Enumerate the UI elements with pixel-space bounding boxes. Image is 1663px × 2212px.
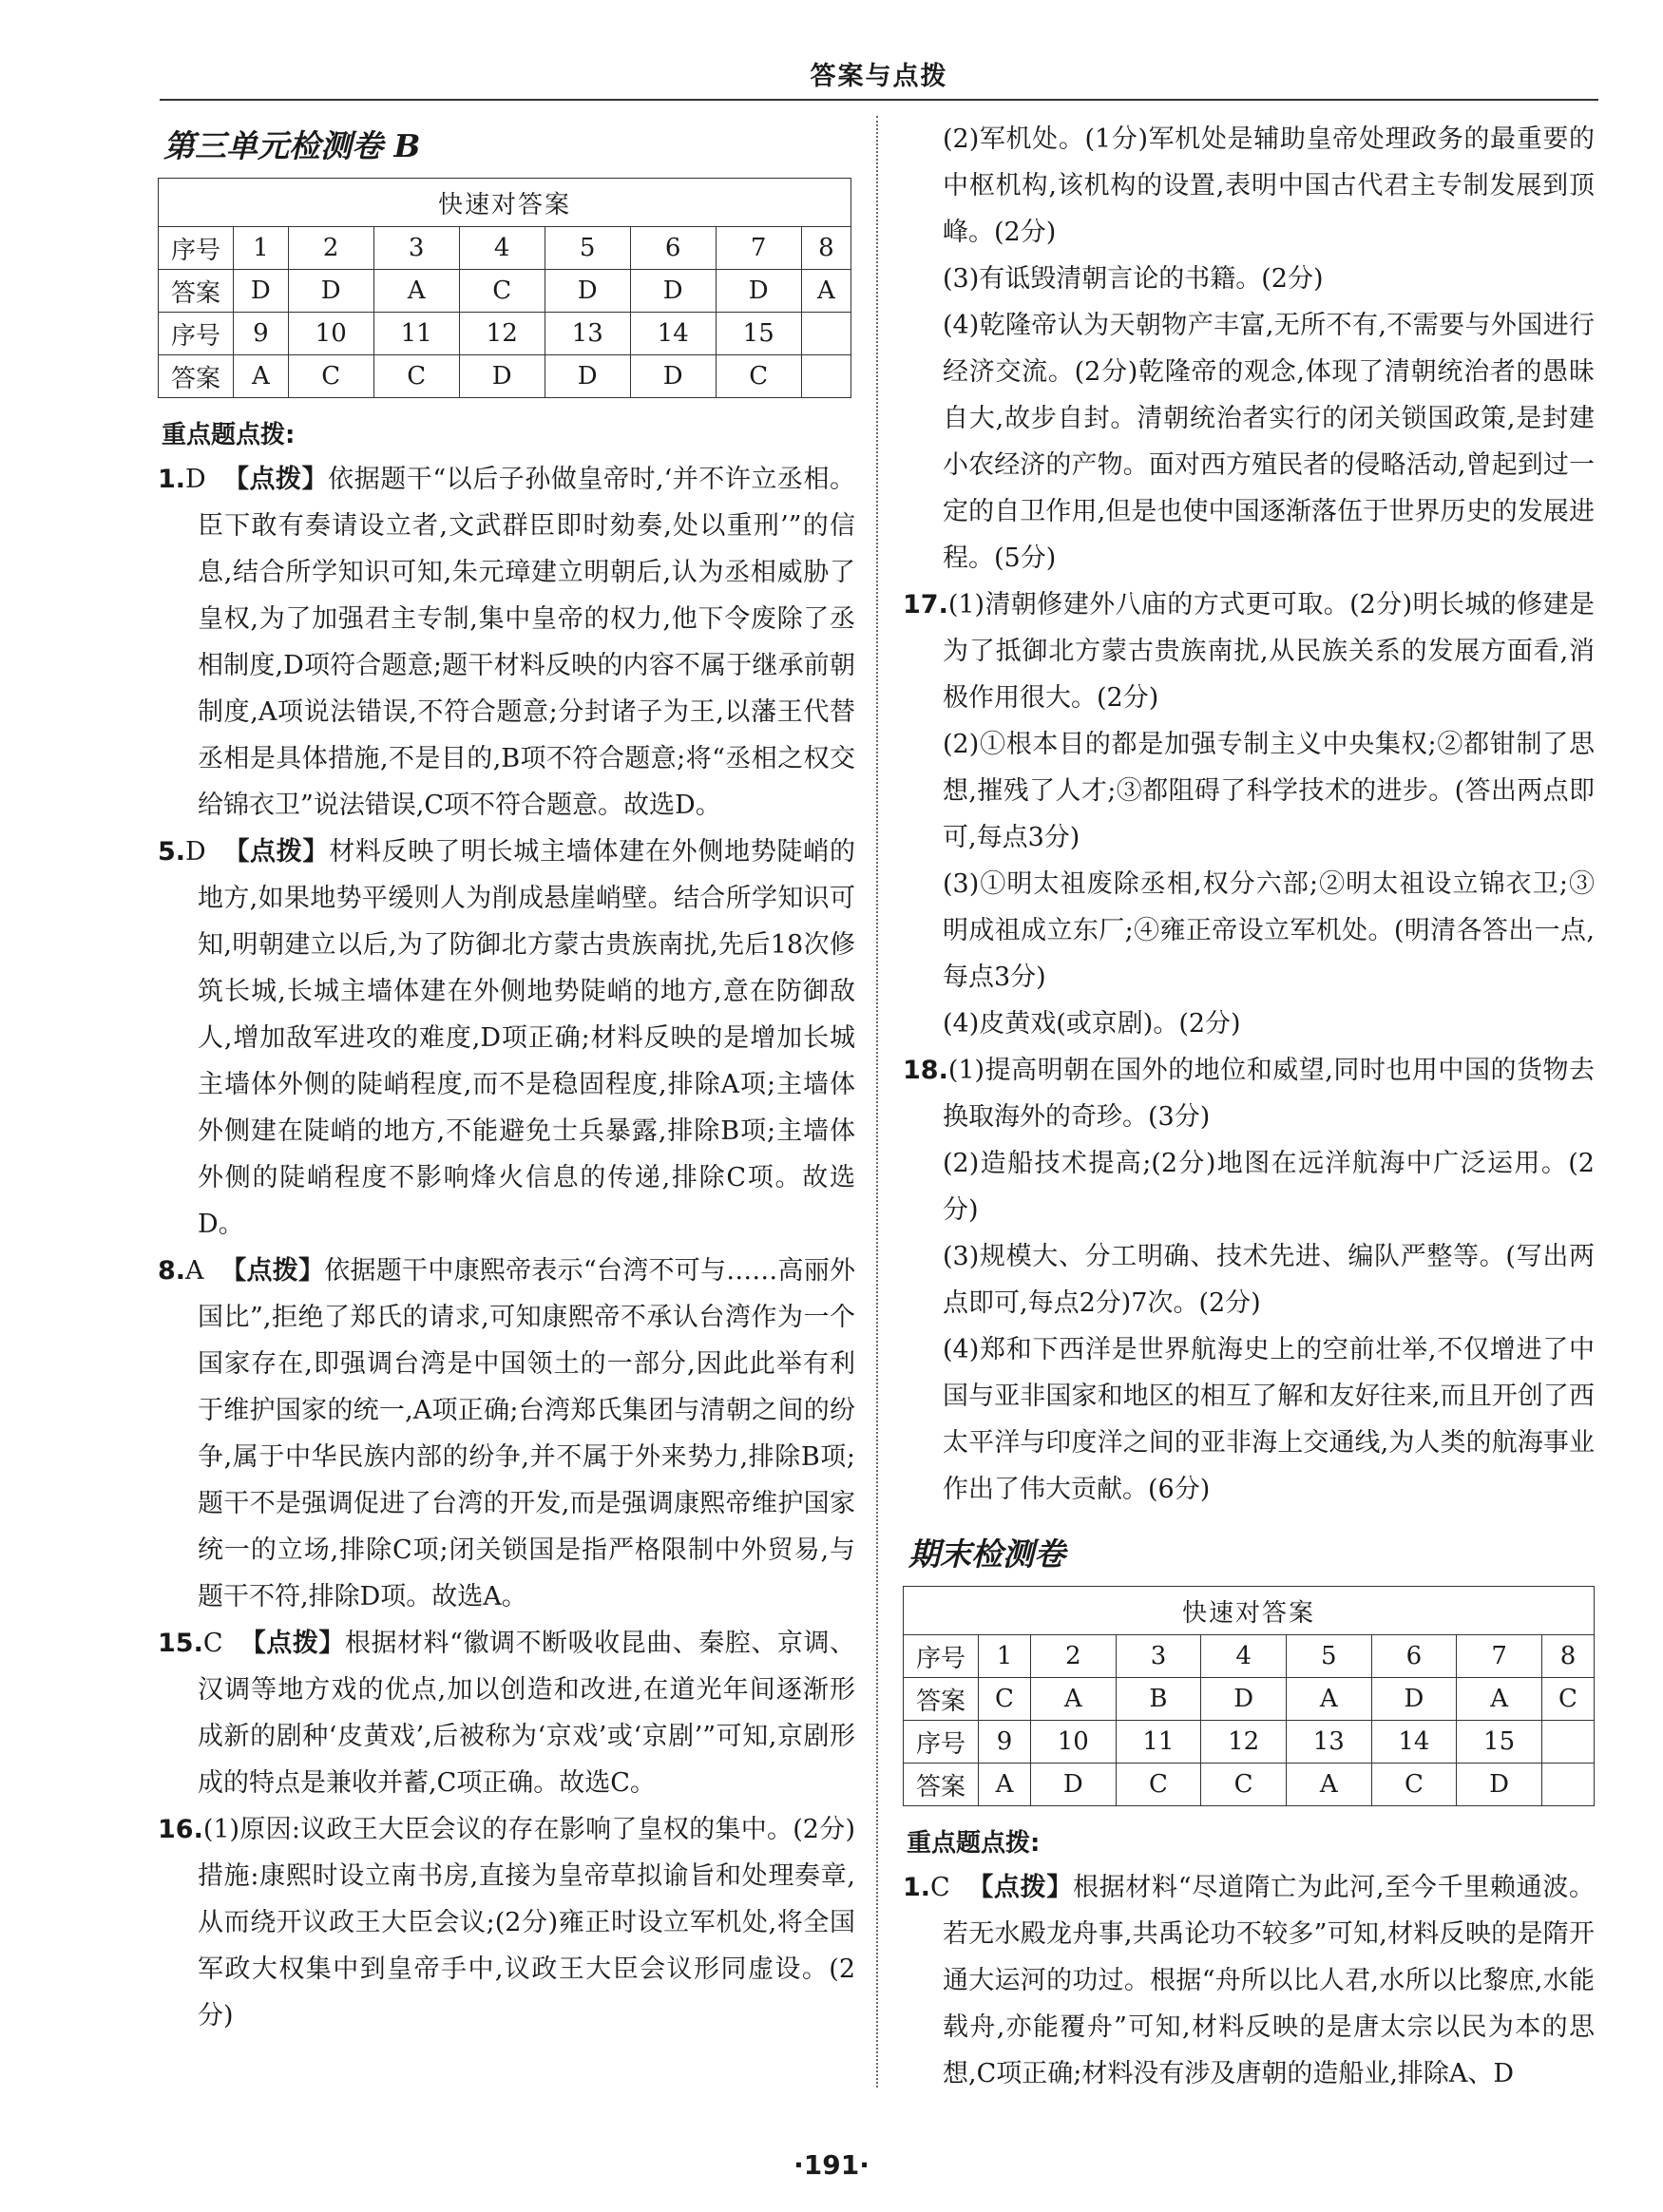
explanation-item	[158, 456, 855, 829]
table-cell: D	[545, 270, 630, 313]
table-cell	[1541, 1721, 1594, 1764]
item-text: 依据题干中康熙帝表示“台湾不可与……高丽外国比”,拒绝了郑氏的请求,可知康熙帝不承认台湾作为一个国家存在,即强调台湾是中国领土的一部分,因此此举有利于维护国家的统一,A项正确;台湾郑氏集团与清朝之间的纷争,属于中华民族内部的纷争,并不属于外来势力,排除B项;题干不是强调促进了台湾的开发,而是强调康熙帝维护国家统一的立场,排除C项;闭关锁国是指严格限制中外贸易,与题干不符,排除D项。故选A。	[198, 1256, 855, 1611]
item-number: 1.	[903, 1873, 931, 1902]
explanation-item	[903, 1864, 1595, 2097]
answer-table-final	[903, 1586, 1595, 1806]
table-cell	[801, 313, 851, 355]
question-18	[903, 1047, 1595, 1140]
table-cell: 15	[716, 313, 801, 355]
table-cell: C	[1541, 1678, 1594, 1721]
sub-heading: 重点题点拨:	[162, 421, 296, 449]
table-cell: C	[716, 355, 801, 398]
row-label: 答案	[159, 270, 234, 313]
row-label: 答案	[904, 1764, 979, 1806]
item-number: 16.	[158, 1815, 203, 1844]
item-text: (1)原因:议政王大臣会议的存在影响了皇权的集中。(2分)措施:康熙时设立南书房,直接为皇帝草拟谕旨和处理奏章,从而绕开议政王大臣会议;(2分)雍正时设立军机处,将全国军政大权集中到皇帝手中,议政王大臣会议形同虚设。(2分)	[198, 1815, 855, 2031]
row-label: 答案	[904, 1678, 979, 1721]
table-row	[904, 1678, 1595, 1721]
table-cell: A	[373, 270, 459, 313]
q18-part: (4)郑和下西洋是世界航海史上的空前壮举,不仅增进了中国与亚非国家和地区的相互了解和友好往来,而且开创了西太平洋与印度洋之间的亚非海上交通线,为人类的航海事业作出了伟大贡献。(6分)	[943, 1335, 1595, 1504]
table-cell: D	[630, 270, 716, 313]
row-label: 序号	[159, 313, 234, 355]
item-answer: D	[185, 837, 206, 867]
table-cell: 1	[234, 227, 289, 270]
table-cell: 4	[459, 227, 545, 270]
item-answer: D	[185, 465, 206, 494]
table-cell: A	[1286, 1678, 1371, 1721]
table-cell: 11	[373, 313, 459, 355]
table-cell: D	[1201, 1678, 1287, 1721]
table-cell: C	[288, 355, 373, 398]
table-cell: 5	[545, 227, 630, 270]
item-tag: 【点拨】	[967, 1873, 1073, 1902]
table-cell: 12	[1201, 1721, 1287, 1764]
q16-part: (4)乾隆帝认为天朝物产丰富,无所不有,不需要与外国进行经济交流。(2分)乾隆帝的观念,体现了清朝统治者的愚昧自大,故步自封。清朝统治者实行的闭关锁国政策,是封建小农经济的产物。面对西方殖民者的侵略活动,曾起到过一定的自卫作用,但是也使中国逐渐落伍于世界历史的发展进程。(5分)	[943, 311, 1595, 573]
sub-heading: 重点题点拨:	[907, 1829, 1041, 1858]
table-cell: A	[979, 1764, 1031, 1806]
table-caption: 快速对答案	[904, 1587, 1595, 1635]
page-header	[160, 55, 1598, 101]
table-cell: 2	[288, 227, 373, 270]
table-cell: A	[1030, 1678, 1116, 1721]
table-cell: 2	[1030, 1635, 1116, 1678]
explanation-item	[158, 829, 855, 1248]
table-cell: D	[1371, 1678, 1457, 1721]
table-cell	[801, 355, 851, 398]
item-text: (1)提高明朝在国外的地位和威望,同时也用中国的货物去换取海外的奇珍。(3分)	[943, 1056, 1595, 1132]
section-title-final: 期末检测卷	[908, 1535, 1065, 1573]
table-cell: 1	[979, 1635, 1031, 1678]
answer-table-unit3	[158, 178, 851, 398]
table-row	[159, 270, 851, 313]
table-cell: C	[459, 270, 545, 313]
item-number: 1.	[158, 465, 186, 494]
table-cell: 6	[630, 227, 716, 270]
item-text: 根据材料“徽调不断吸收昆曲、秦腔、京调、汉调等地方戏的优点,加以创造和改进,在道光年间逐渐形成新的剧种‘皮黄戏’,后被称为‘京戏’或‘京剧’”可知,京剧形成的特点是兼收并蓄,C项正确。故选C。	[198, 1629, 855, 1798]
item-tag: 【点拨】	[222, 465, 329, 494]
table-cell: B	[1116, 1678, 1201, 1721]
item-text: (1)清朝修建外八庙的方式更可取。(2分)明长城的修建是为了抵御北方蒙古贵族南扰,从民族关系的发展方面看,消极作用很大。(2分)	[943, 590, 1595, 713]
q16-part: (2)军机处。(1分)军机处是辅助皇帝处理政务的最重要的中枢机构,该机构的设置,表明中国古代君主专制发展到顶峰。(2分)	[943, 124, 1595, 247]
table-cell: A	[234, 355, 289, 398]
table-cell: C	[1371, 1764, 1457, 1806]
item-tag: 【点拨】	[223, 837, 330, 867]
q17-part: (3)①明太祖废除丞相,权分六部;②明太祖设立锦衣卫;③明成祖成立东厂;④雍正帝设立军机处。(明清各答出一点,每点3分)	[943, 869, 1595, 992]
table-cell: 5	[1286, 1635, 1371, 1678]
table-cell: C	[979, 1678, 1031, 1721]
item-answer: C	[930, 1873, 950, 1902]
q17-part: (4)皮黄戏(或京剧)。(2分)	[943, 1009, 1241, 1039]
table-cell: 13	[545, 313, 630, 355]
table-cell: 15	[1457, 1721, 1542, 1764]
table-row	[904, 1764, 1595, 1806]
table-cell: 14	[630, 313, 716, 355]
row-label: 答案	[159, 355, 234, 398]
item-number: 15.	[158, 1629, 203, 1658]
table-cell: 3	[373, 227, 459, 270]
table-cell: D	[234, 270, 289, 313]
item-number: 8.	[158, 1256, 186, 1286]
table-row	[159, 355, 851, 398]
left-column	[158, 116, 855, 2039]
item-tag: 【点拨】	[220, 1256, 325, 1286]
table-cell: 13	[1286, 1721, 1371, 1764]
item-answer: A	[185, 1256, 204, 1286]
table-row	[904, 1721, 1595, 1764]
table-cell: 11	[1116, 1721, 1201, 1764]
q17-part: (2)①根本目的都是加强专制主义中央集权;②都钳制了思想,摧残了人才;③都阻碍了科学技术的进步。(答出两点即可,每点3分)	[943, 730, 1595, 852]
q16-part: (3)有诋毁清朝言论的书籍。(2分)	[943, 264, 1324, 294]
table-cell: D	[1457, 1764, 1542, 1806]
item-number: 17.	[903, 590, 948, 620]
item-text: 依据题干“以后子孙做皇帝时,‘并不许立丞相。臣下敢有奏请设立者,文武群臣即时劾奏,处以重刑’”的信息,结合所学知识可知,朱元璋建立明朝后,认为丞相威胁了皇权,为了加强君主专制,集中皇帝的权力,他下令废除了丞相制度,D项符合题意;题干材料反映的内容不属于继承前朝制度,A项说法错误,不符合题意;分封诸子为王,以藩王代替丞相是具体措施,不是目的,B项不符合题意;将“丞相之权交给锦衣卫”说法错误,C项不符合题意。故选D。	[198, 465, 856, 820]
row-label: 序号	[159, 227, 234, 270]
table-cell: 10	[1030, 1721, 1116, 1764]
table-cell: D	[288, 270, 373, 313]
page-number: ·191·	[793, 2149, 870, 2181]
table-cell	[1541, 1764, 1594, 1806]
table-cell: D	[1030, 1764, 1116, 1806]
right-column	[903, 116, 1595, 2097]
table-cell: 12	[459, 313, 545, 355]
table-caption: 快速对答案	[159, 179, 851, 227]
table-cell: 14	[1371, 1721, 1457, 1764]
explanation-item	[158, 1620, 855, 1806]
table-row	[159, 227, 851, 270]
row-label: 序号	[904, 1721, 979, 1764]
table-cell: 8	[801, 227, 851, 270]
table-cell: 4	[1201, 1635, 1287, 1678]
table-cell: D	[459, 355, 545, 398]
table-row	[159, 313, 851, 355]
table-cell: A	[1286, 1764, 1371, 1806]
section-title-unit3: 第三单元检测卷 B	[163, 127, 421, 164]
table-cell: 6	[1371, 1635, 1457, 1678]
table-cell: D	[716, 270, 801, 313]
item-answer: C	[202, 1629, 223, 1658]
question-16	[158, 1806, 855, 2039]
table-cell: A	[801, 270, 851, 313]
table-cell: C	[1116, 1764, 1201, 1806]
column-divider	[876, 116, 878, 2088]
item-tag: 【点拨】	[239, 1629, 345, 1658]
table-cell: D	[545, 355, 630, 398]
table-cell: 3	[1116, 1635, 1201, 1678]
table-cell: 10	[288, 313, 373, 355]
item-number: 5.	[158, 837, 186, 867]
item-text: 材料反映了明长城主墙体建在外侧地势陡峭的地方,如果地势平缓则人为削成悬崖峭壁。结合所学知识可知,明朝建立以后,为了防御北方蒙古贵族南扰,先后18次修筑长城,长城主墙体建在外侧地势陡峭的地方,意在防御敌人,增加敌军进攻的难度,D项正确;材料反映的是增加长城主墙体外侧的陡峭程度,而不是稳固程度,排除A项;主墙体外侧建在陡峭的地方,不能避免士兵暴露,排除B项;主墙体外侧的陡峭程度不影响烽火信息的传递,排除C项。故选D。	[198, 837, 856, 1239]
table-cell: D	[630, 355, 716, 398]
q18-part: (3)规模大、分工明确、技术先进、编队严整等。(写出两点即可,每点2分)7次。(2分)	[943, 1242, 1595, 1318]
explanation-item	[158, 1248, 855, 1620]
table-cell: 9	[979, 1721, 1031, 1764]
question-17	[903, 582, 1595, 721]
table-cell: 7	[716, 227, 801, 270]
table-cell: C	[1201, 1764, 1287, 1806]
item-number: 18.	[903, 1056, 948, 1085]
header-title: 答案与点拨	[810, 62, 948, 91]
table-cell: A	[1457, 1678, 1542, 1721]
q18-part: (2)造船技术提高;(2分)地图在远洋航海中广泛运用。(2分)	[943, 1149, 1595, 1225]
table-row	[904, 1635, 1595, 1678]
table-cell: 8	[1541, 1635, 1594, 1678]
table-cell: 9	[234, 313, 289, 355]
row-label: 序号	[904, 1635, 979, 1678]
table-cell: C	[373, 355, 459, 398]
table-cell: 7	[1457, 1635, 1542, 1678]
item-text: 根据材料“尽道隋亡为此河,至今千里赖通波。若无水殿龙舟事,共禹论功不较多”可知,材料反映的是隋开通大运河的功过。根据“舟所以比人君,水所以比黎庶,水能载舟,亦能覆舟”可知,材料反映的是唐太宗以民为本的思想,C项正确;材料没有涉及唐朝的造船业,排除A、D	[943, 1873, 1595, 2088]
